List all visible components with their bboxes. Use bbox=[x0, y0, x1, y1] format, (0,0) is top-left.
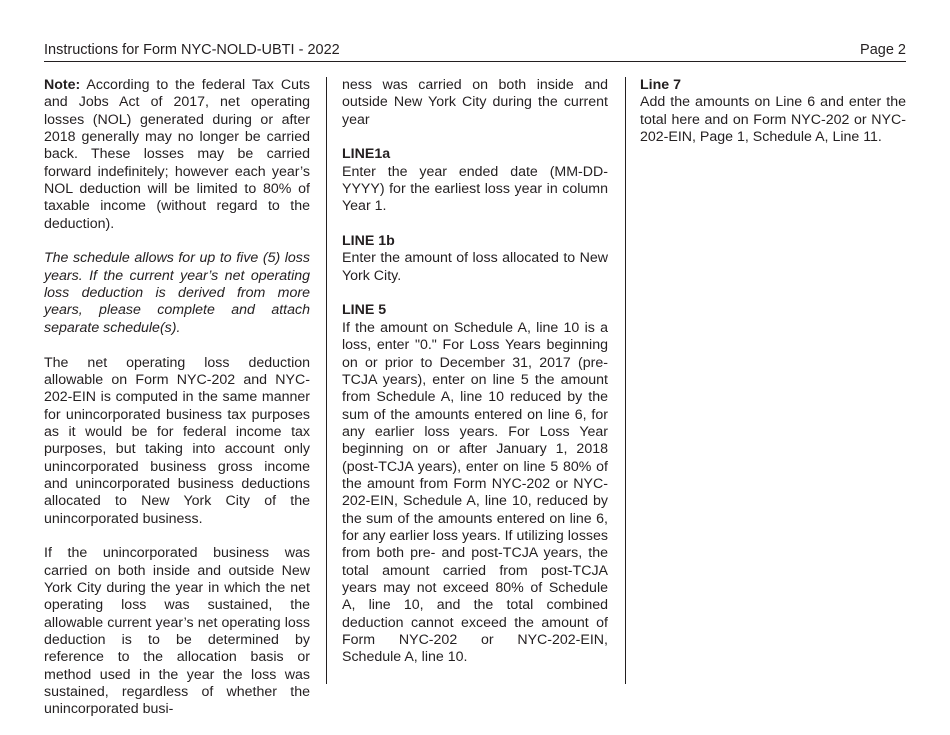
continuation-text: ness was carried on both inside and outside New York City during the current year bbox=[342, 77, 608, 128]
note-text: According to the federal Tax Cuts and Jobs Act of 2017, net operating losses (NOL) generated during or after 2018 generally may no longer be carried back. These losses may be carried forward indefinitely; however each year’s NOL deduction will be limited to 80% of taxable income (without regard to the deduction). bbox=[44, 77, 310, 232]
line1b-heading: LINE 1b bbox=[342, 233, 395, 250]
line5-text: If the amount on Schedule A, line 10 is a loss, enter "0." For Loss Years beginning on or prior to December 31, 2017 (pre-TCJA years), enter on line 5 the amount from Schedule A, line 10 reduced by the sum of the amounts entered on line 6, for any earlier loss years. For Loss Year beginning on or after January 1, 2018 (post-TCJA years), enter on line 5 80% of the amount from Form NYC-202 or NYC-202-EIN, Schedule A, line 10, reduced by the sum of the amounts entered on line 6, for any earlier loss years. If utilizing losses from both pre- and post-TCJA years, the total amount carried from post-TCJA years may not exceed 80% of Schedule A, line 10, and the total combined deduction cannot exceed the amount of Form NYC-202 or NYC-202-EIN, Schedule A, line 10. bbox=[342, 319, 608, 666]
page-number: Page 2 bbox=[860, 42, 906, 58]
column-2 bbox=[342, 77, 608, 684]
line1b-text: Enter the amount of loss allocated to New York City. bbox=[342, 250, 608, 284]
line7-text: Add the amounts on Line 6 and enter the total here and on Form NYC-202 or NYC-202-EIN, Page 1, Schedule A, Line 11. bbox=[640, 94, 906, 146]
column-divider-1 bbox=[326, 77, 327, 684]
column-3 bbox=[640, 77, 906, 164]
note-label: Note: bbox=[44, 77, 81, 93]
net-operating-loss-paragraph: The net operating loss deduction allowable on Form NYC-202 and NYC-202-EIN is computed in the same manner for unincorporated business tax purposes as it would be for federal income tax purposes, but taking into account only unincorporated business gross income and unincorporated business deductions allocated to New York City of the unincorporated business. bbox=[44, 354, 310, 527]
line7-heading: Line 7 bbox=[640, 77, 681, 93]
column-1 bbox=[44, 77, 310, 719]
line1a-heading: LINE1a bbox=[342, 146, 391, 163]
schedule-note: The schedule allows for up to five (5) loss years. If the current year’s net operating loss deduction is derived from more years, please complete and attach separate schedule(s). bbox=[44, 250, 310, 336]
line1a-text: Enter the year ended date (MM-DD-YYYY) for the earliest loss year in column Year 1. bbox=[342, 163, 608, 215]
column-divider-2 bbox=[625, 77, 626, 684]
inside-outside-paragraph: If the unincorporated business was carried on both inside and outside New York City during the year in which the net operating loss was sustained, the allowable current year’s net operating loss deduction is to be determined by reference to the allocation basis or method used in the year the loss was sustained, regardless of whether the unincorporated busi- bbox=[44, 545, 310, 718]
document-title: Instructions for Form NYC-NOLD-UBTI - 2022 bbox=[44, 42, 340, 58]
header-divider bbox=[44, 61, 906, 62]
page-header bbox=[44, 40, 906, 60]
line5-heading: LINE 5 bbox=[342, 302, 387, 319]
note-paragraph bbox=[44, 77, 310, 233]
